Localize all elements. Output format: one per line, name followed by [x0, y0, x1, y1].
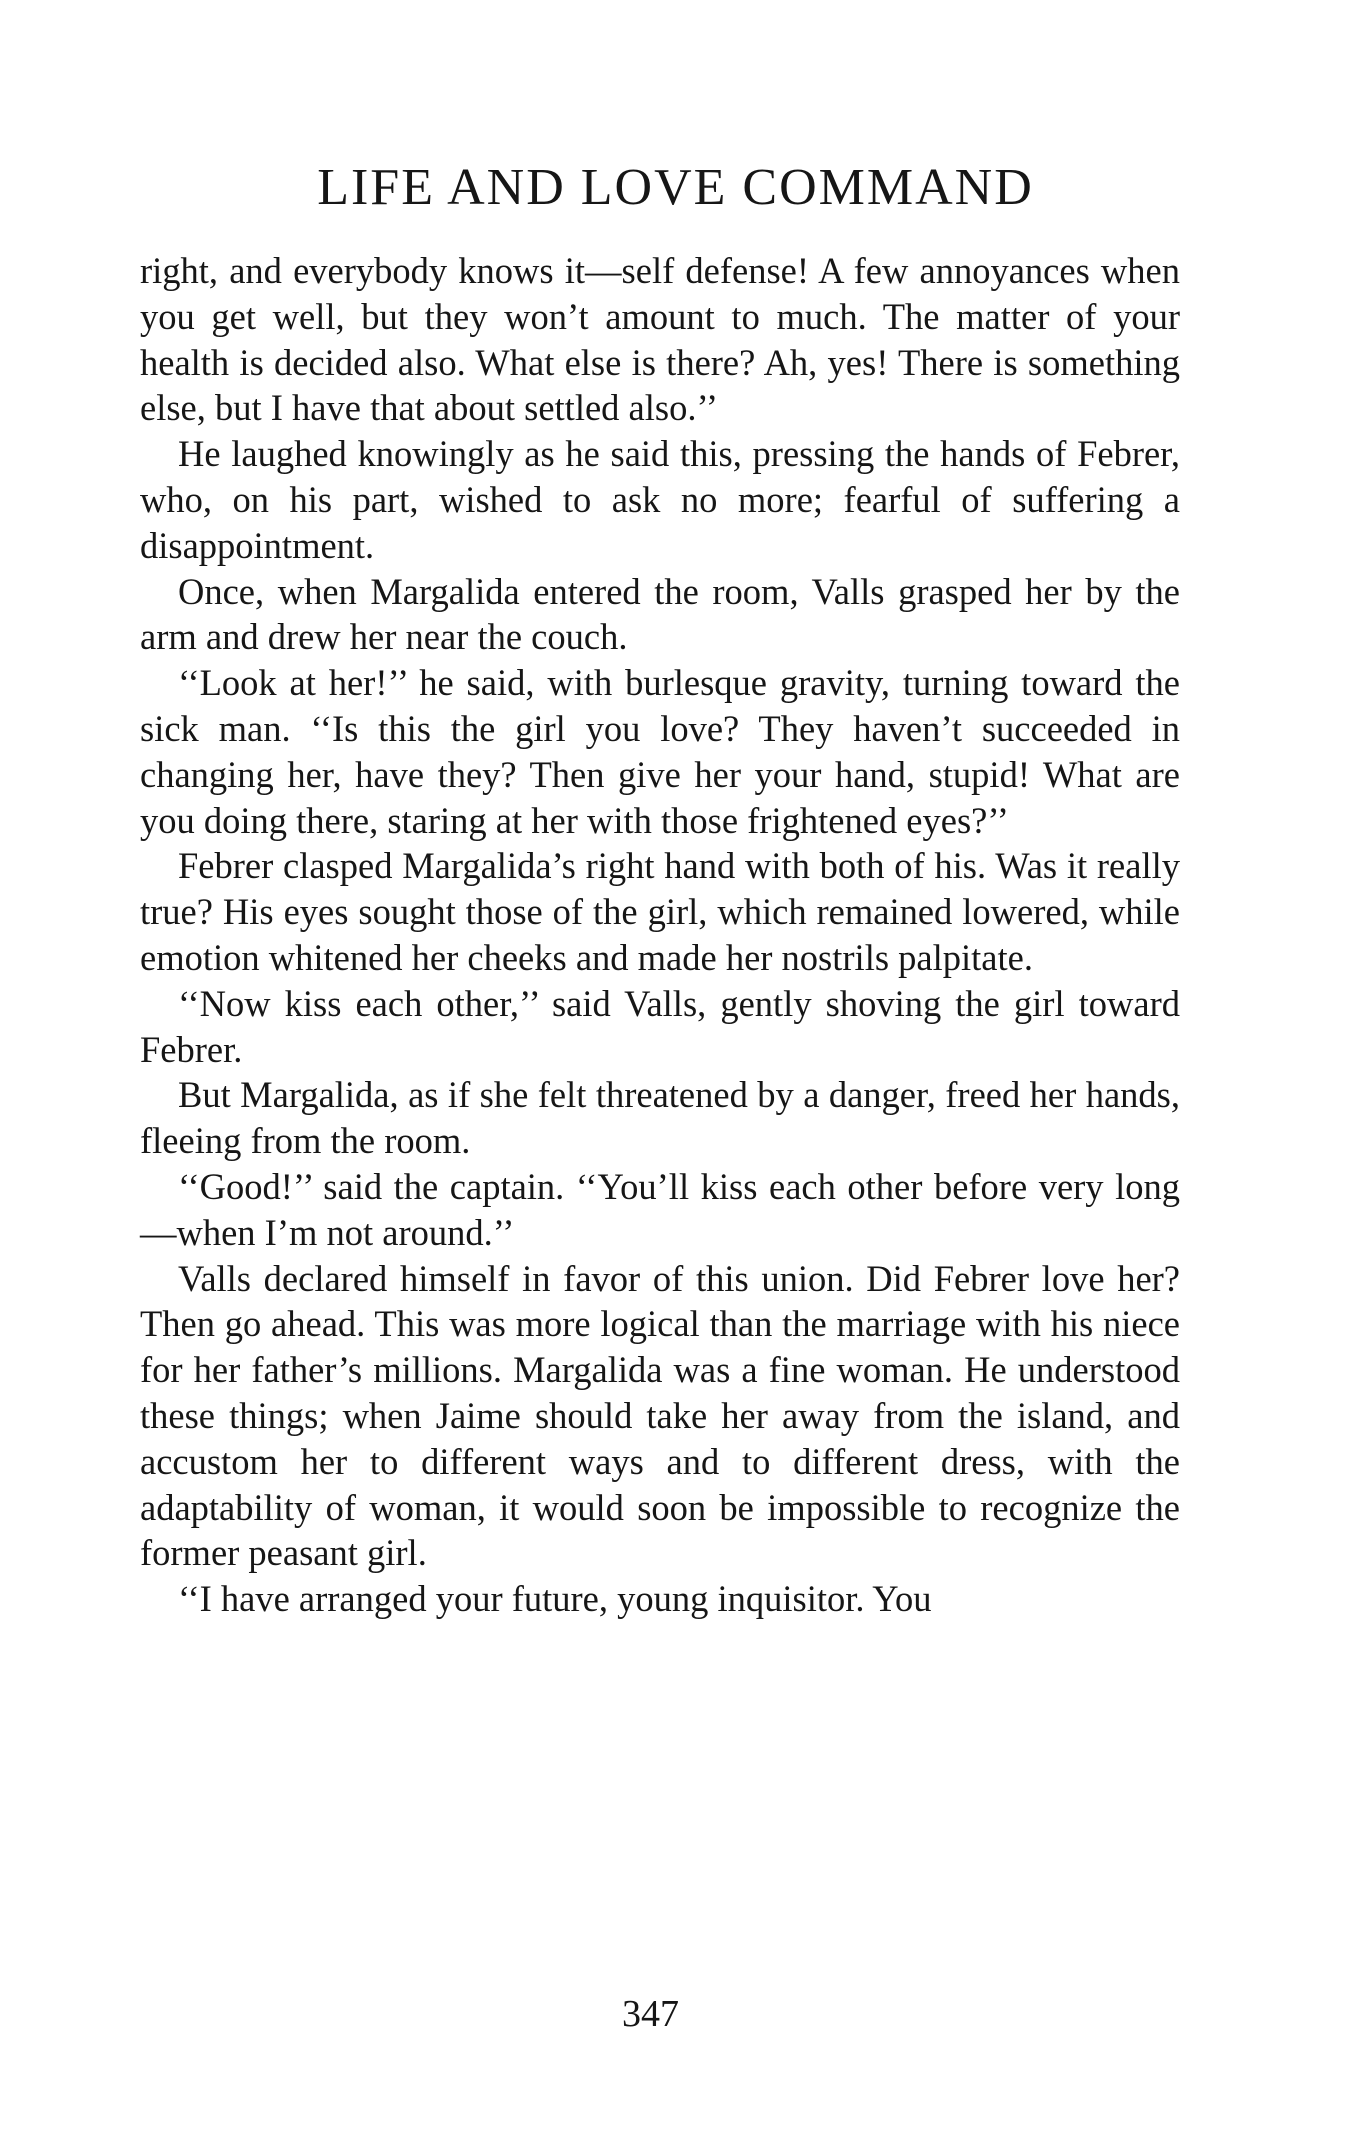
- paragraph: ‘‘Good!’’ said the captain. ‘‘You’ll kiss each other before very long—when I’m not around.’’: [140, 1165, 1180, 1253]
- paragraph: ‘‘Now kiss each other,’’ said Valls, gently shoving the girl toward Febrer.: [140, 982, 1180, 1070]
- paragraph: right, and everybody knows it—self defense! A few annoyances when you get well, but they won’t amount to much. The matter of your health is decided also. What else is there? Ah, yes! There is something else, but I have that about settled also.’’: [140, 250, 1180, 429]
- page-number: 347: [622, 1993, 679, 2035]
- running-head: LIFE AND LOVE COMMAND: [317, 159, 1034, 216]
- paragraph: But Margalida, as if she felt threatened by a danger, freed her hands, fleeing from the room.: [140, 1074, 1180, 1162]
- paragraph: Febrer clasped Margalida’s right hand with both of his. Was it really true? His eyes sought those of the girl, which remained lowered, while emotion whitened her cheeks and made her nostrils palpitate.: [140, 845, 1180, 978]
- paragraph: He laughed knowingly as he said this, pressing the hands of Febrer, who, on his part, wished to ask no more; fearful of suffering a disappointment.: [140, 433, 1180, 566]
- paragraph: Once, when Margalida entered the room, Valls grasped her by the arm and drew her near the couch.: [140, 570, 1180, 658]
- body-text: [140, 248, 1180, 1622]
- paragraph: ‘‘I have arranged your future, young inquisitor. You: [178, 1578, 932, 1620]
- paragraph: Valls declared himself in favor of this union. Did Febrer love her? Then go ahead. This was more logical than the marriage with his niece for her father’s millions. Margalida was a fine woman. He understood these things; when Jaime should take her away from the island, and accustom her to different ways and to different dress, with the adaptability of woman, it would soon be impossible to recognize the former peasant girl.: [140, 1257, 1180, 1574]
- paragraph: ‘‘Look at her!’’ he said, with burlesque gravity, turning toward the sick man. ‘‘Is this the girl you love? They haven’t succeeded in changing her, have they? Then give her your hand, stupid! What are you doing there, staring at her with those frightened eyes?’’: [140, 662, 1180, 841]
